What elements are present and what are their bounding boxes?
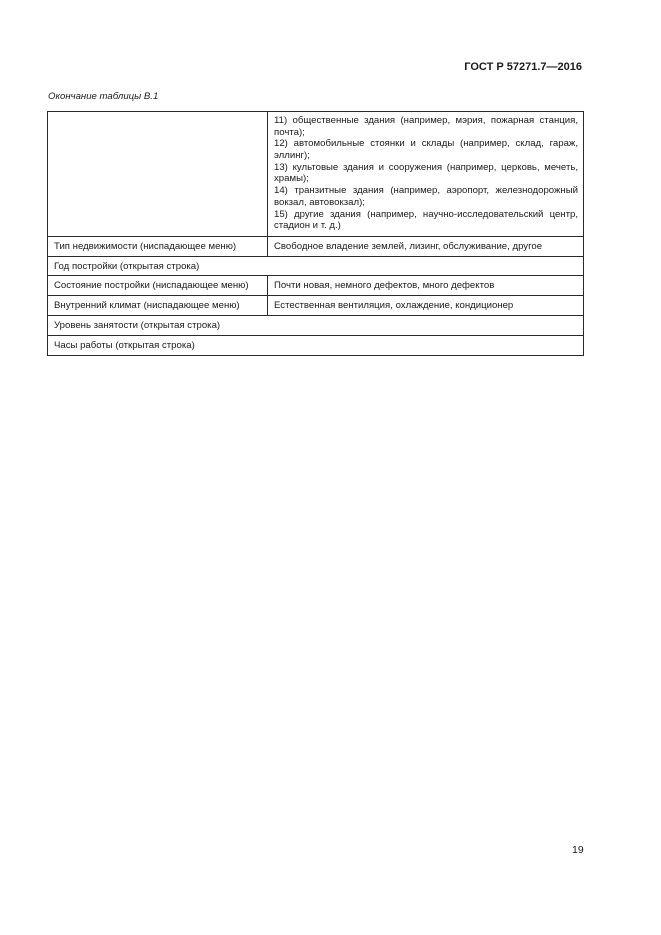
table-row bbox=[48, 335, 584, 355]
field-name-cell: Тип недвижимости (ниспадающее меню) bbox=[48, 236, 268, 256]
list-line: 12) автомобильные стоянки и склады (например, склад, гараж, bbox=[274, 138, 578, 150]
list-line: 11) общественные здания (например, мэрия, пожарная станция, bbox=[274, 115, 578, 126]
list-line: стадион и т. д.) bbox=[274, 220, 341, 232]
list-line: эллинг); bbox=[274, 150, 310, 162]
table-row bbox=[48, 276, 584, 296]
field-name-cell: Состояние постройки (ниспадающее меню) bbox=[48, 276, 268, 296]
field-options-cell: Свободное владение землей, лизинг, обслуживание, другое bbox=[268, 236, 584, 256]
table-row bbox=[48, 316, 584, 336]
list-line: почта); bbox=[274, 126, 305, 138]
table-row bbox=[48, 112, 584, 237]
field-options-cell: Почти новая, немного дефектов, много дефектов bbox=[268, 276, 584, 296]
empty-field-cell bbox=[48, 112, 268, 237]
field-name-cell: Уровень занятости (открытая строка) bbox=[48, 316, 584, 336]
building-characteristics-table bbox=[47, 111, 584, 356]
list-line: вокзал, автовокзал); bbox=[274, 196, 365, 208]
list-line: храмы); bbox=[274, 173, 309, 185]
field-name-cell: Часы работы (открытая строка) bbox=[48, 335, 584, 355]
field-name-cell: Внутренний климат (ниспадающее меню) bbox=[48, 296, 268, 316]
page-number: 19 bbox=[572, 844, 584, 856]
list-line: 13) культовые здания и сооружения (например, церковь, мечеть, bbox=[274, 161, 578, 173]
document-code: ГОСТ Р 57271.7—2016 bbox=[464, 61, 582, 73]
table-row bbox=[48, 296, 584, 316]
table-row bbox=[48, 236, 584, 256]
list-line: 14) транзитные здания (например, аэропорт, железнодорожный bbox=[274, 185, 578, 197]
table-row bbox=[48, 256, 584, 276]
field-name-cell: Год постройки (открытая строка) bbox=[48, 256, 584, 276]
building-types-continuation-cell bbox=[268, 112, 584, 237]
list-line: 15) другие здания (например, научно-исследовательский центр, bbox=[274, 208, 578, 220]
field-options-cell: Естественная вентиляция, охлаждение, кондиционер bbox=[268, 296, 584, 316]
table-caption: Окончание таблицы В.1 bbox=[48, 91, 159, 102]
